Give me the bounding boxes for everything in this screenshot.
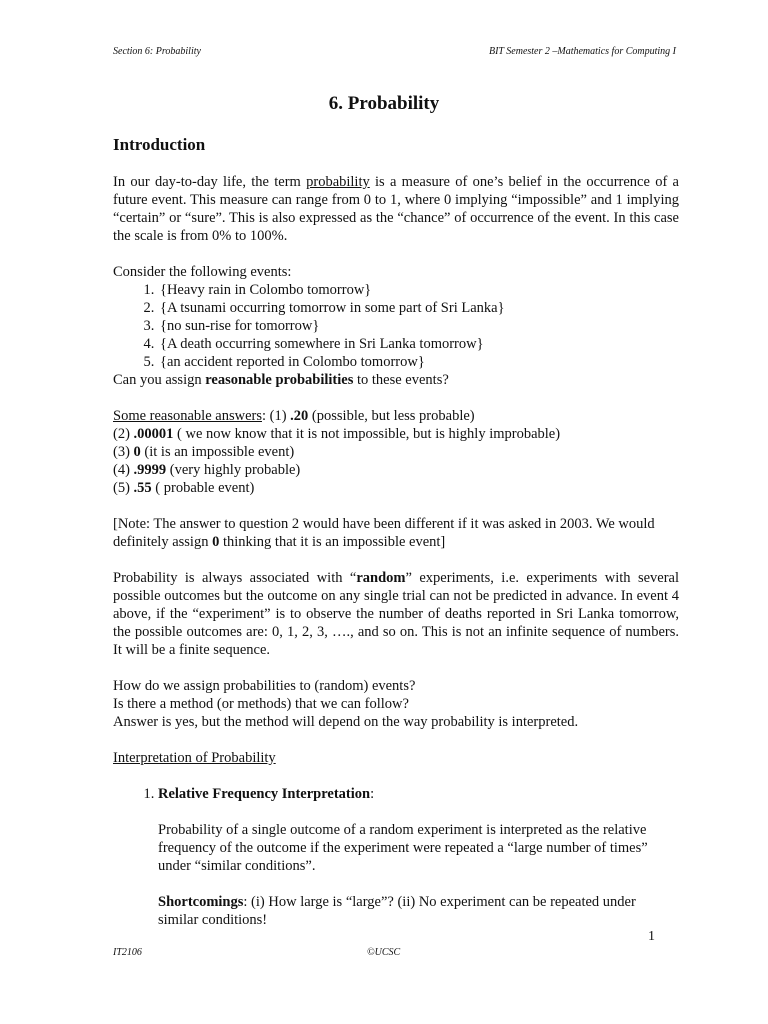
answer-2: (2) .00001 ( we now know that it is not impossible, but is highly improbable) [113,426,561,442]
random-paragraph: Probability is always associated with “random” experiments, i.e. experiments with several possible outcomes but the outcome on any single trial can not be predicted in advance. In event 4 above, if the “experiment” is to observe the number of deaths reported in Sri Lanka tomorrow, the possible outcomes are: 0, 1, 2, 3, …., and so on. This is not an infinite sequence of numbers. It will be a finite sequence. [113,570,679,658]
page-number: 1 [648,929,655,944]
header-section: Section 6: Probability [113,46,201,57]
list-item: 1. Relative Frequency Interpretation: [158,785,679,803]
shortcomings-paragraph: Shortcomings: (i) How large is “large”? (ii) No experiment can be repeated under similar conditions! [158,894,636,928]
footer-copyright: ©UCSC [367,947,401,958]
list-item: 3. {no sun-rise for tomorrow} [158,317,679,335]
probability-term: probability [306,174,370,190]
list-item: 1. {Heavy rain in Colombo tomorrow} [158,281,679,299]
list-item: 2. {A tsunami occurring tomorrow in some part of Sri Lanka} [158,299,679,317]
header-course: BIT Semester 2 –Mathematics for Computing I [488,46,676,57]
answer-3: (3) 0 (it is an impossible event) [113,444,295,460]
list-item: 4. {A death occurring somewhere in Sri Lanka tomorrow} [158,335,679,353]
events-list [113,281,679,371]
assign-question: Can you assign reasonable probabilities to these events? [113,372,449,388]
answer-1: Some reasonable answers: (1) .20 (possible, but less probable) [113,408,475,424]
intro-heading: Introduction [113,135,206,154]
relative-frequency-description: Probability of a single outcome of a random experiment is interpreted as the relative frequency of the outcome if the experiment were repeated a “large number of times” under “similar conditions”. [158,822,648,874]
answer-5: (5) .55 ( probable event) [113,480,255,496]
footer-course-code: IT2106 [113,947,142,958]
list-item: 5. {an accident reported in Colombo tomorrow} [158,353,679,371]
page-title: 6. Probability [328,93,440,114]
interpretation-heading: Interpretation of Probability [113,750,276,766]
answers-label: Some reasonable answers [113,408,262,424]
question-line: Is there a method (or methods) that we can follow? [113,696,409,712]
answer-4: (4) .9999 (very highly probable) [113,462,301,478]
interpretation-list [113,785,679,803]
question-line: How do we assign probabilities to (random) events? [113,678,416,694]
intro-paragraph: In our day-to-day life, the term probability is a measure of one’s belief in the occurrence of a future event. This measure can range from 0 to 1, where 0 implying “impossible” and 1 implying “certain” or “sure”. This is also expressed as the “chance” of occurrence of the event. In this case the scale is from 0% to 100%. [113,174,679,244]
question-line: Answer is yes, but the method will depend on the way probability is interpreted. [113,714,579,730]
consider-text: Consider the following events: [113,264,292,280]
note-paragraph: [Note: The answer to question 2 would have been different if it was asked in 2003. We would definitely assign 0 thinking that it is an impossible event] [113,516,655,550]
document-body [113,133,679,929]
